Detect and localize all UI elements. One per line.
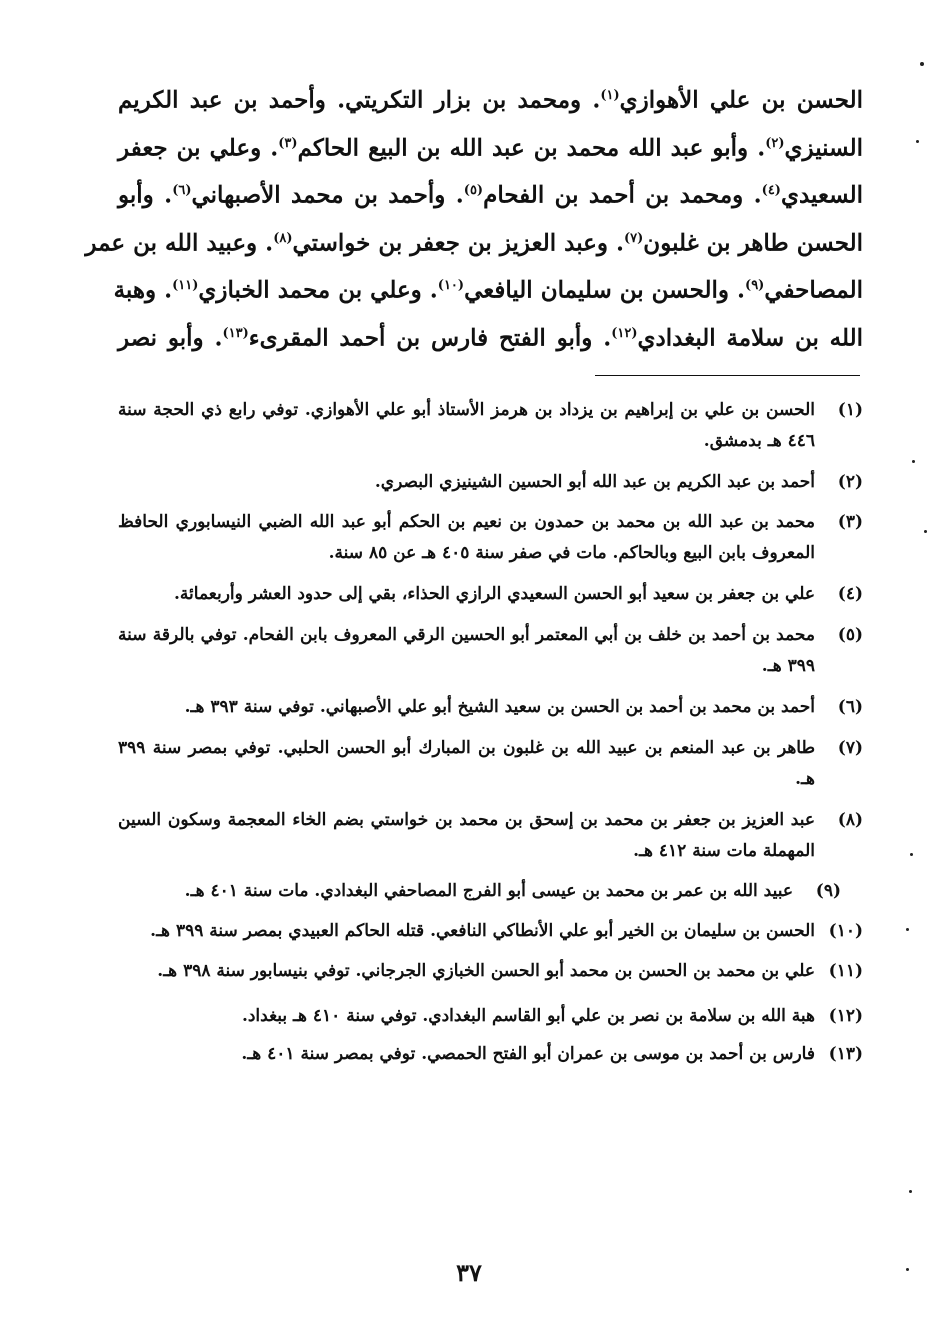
footnote-item [118,733,863,795]
footnote-text: الحسن بن سليمان بن الخير أبو علي الأنطاكي النافعي. قتله الحاكم العبيدي بمصر سنة ٣٩٩ هـ. [150,921,815,941]
scan-speck [916,140,919,143]
footnote-item [118,876,863,907]
footnote-item [118,1001,863,1032]
main-text-line: السعيدي$^{(٤)}$. ومحمد بن أحمد بن الفحام$^{(٥)}$. وأحمد بن محمد الأصبهاني$^{(٦)}$. وأبو [118,181,863,209]
main-text-line: الله بن سلامة البغدادي$^{(١٢)}$. وأبو الفتح فارس بن أحمد المقرىء$^{(١٣)}$. وأبو نصر [118,324,864,352]
footnote-item [118,956,863,987]
footnote-number: (١) [837,400,863,420]
footnote-number: (١٢) [828,1006,863,1026]
main-text-line: السنيزي$^{(٢)}$. وأبو عبد الله محمد بن عبد الله بن البيع الحاكم$^{(٣)}$. وعلي بن جعفر [118,134,863,162]
main-text-line: الحسن بن علي الأهوازي$^{(١)}$. ومحمد بن بزار التكريتي. وأحمد بن عبد الكريم [118,86,864,114]
scan-speck [912,460,915,463]
footnote-text: علي بن جعفر بن سعيد أبو الحسن السعيدي الرازي الحذاء، بقي إلى حدود العشر وأربعمائة. [174,584,815,604]
footnote-item [118,692,863,723]
scan-speck [910,853,913,856]
scan-speck [924,530,927,533]
footnote-text: عبد العزيز بن جعفر بن محمد بن إسحق بن محمد بن خواستي بضم الخاء المعجمة وسكون السين المهملة مات سنة ٤١٢ هـ. [118,810,815,861]
scan-speck [906,928,909,931]
footnote-number: (٥) [837,625,863,645]
footnote-item [118,507,863,569]
footnote-number: (٩) [815,881,841,901]
footnote-item [118,467,863,498]
footnote-number: (٣) [837,512,863,532]
footnote-text: أحمد بن عبد الكريم بن عبد الله أبو الحسين الشينيزي البصري. [374,472,815,492]
footnote-text: طاهر بن عبد المنعم بن عبيد الله بن غلبون بن المبارك أبو الحسن الحلبي. توفي بمصر سنة ٣٩٩ هـ. [118,738,816,789]
scan-speck [909,1190,912,1193]
footnote-item [118,1039,863,1070]
footnotes-section [118,395,863,1070]
footnote-item [118,579,863,610]
footnote-divider [595,375,860,376]
footnote-number: (٤) [837,584,863,604]
main-text-line: الحسن طاهر بن غلبون$^{(٧)}$. وعبد العزيز بن جعفر بن خواستي$^{(٨)}$. وعبيد الله بن عمر [85,229,863,257]
footnote-text: علي بن محمد بن الحسن بن محمد أبو الحسن الخبازي الجرجاني. توفي بنيسابور سنة ٣٩٨ هـ. [157,961,815,981]
footnote-text: هبة الله بن سلامة بن نصر بن علي أبو القاسم البغدادي. توفي سنة ٤١٠ هـ ببغداد. [241,1006,815,1026]
footnote-text: محمد بن أحمد بن خلف بن أبي المعتمر أبو الحسين الرقي المعروف بابن الفحام. توفي بالرقة سنة ٣٩٩ هـ. [118,625,815,676]
footnote-number: (١١) [828,961,863,981]
footnote-item [118,620,863,682]
footnote-text: عبيد الله بن عمر بن محمد بن عيسى أبو الفرج المصاحفي البغدادي. مات سنة ٤٠١ هـ. [184,881,793,901]
scan-speck [920,62,924,66]
page-number: ٣٧ [456,1258,482,1287]
footnote-item [118,805,863,867]
footnote-text: أحمد بن محمد بن أحمد بن الحسن بن سعيد الشيخ أبو علي الأصبهاني. توفي سنة ٣٩٣ هـ. [184,697,815,717]
footnote-number: (٨) [837,810,863,830]
scan-speck [906,1268,909,1271]
footnote-number: (١٠) [828,921,863,941]
footnote-number: (٦) [837,697,863,717]
footnote-number: (١٣) [828,1044,863,1064]
footnote-item [118,916,863,947]
footnote-text: محمد بن عبد الله بن محمد بن حمدون بن نعيم بن الحكم أبو عبد الله الضبي النيسابوري الحافظ المعروف بابن البيع وبالحاكم. مات في صفر سنة ٤٠٥ هـ عن ٨٥ سنة. [118,512,815,563]
footnote-text: الحسن بن علي بن إبراهيم بن يزداد بن هرمز الأستاذ أبو علي الأهوازي. توفي رابع ذي الحجة سنة ٤٤٦ هـ بدمشق. [118,400,815,451]
main-text-line: المصاحفي$^{(٩)}$. والحسن بن سليمان اليافعي$^{(١٠)}$. وعلي بن محمد الخبازي$^{(١١)}$. وهبة [113,277,863,305]
footnote-number: (٢) [837,472,863,492]
footnote-item [118,395,863,457]
footnote-number: (٧) [837,738,863,758]
footnote-text: فارس بن أحمد بن موسى بن عمران أبو الفتح الحمصي. توفي بمصر سنة ٤٠١ هـ. [241,1044,815,1064]
main-text [85,72,864,358]
